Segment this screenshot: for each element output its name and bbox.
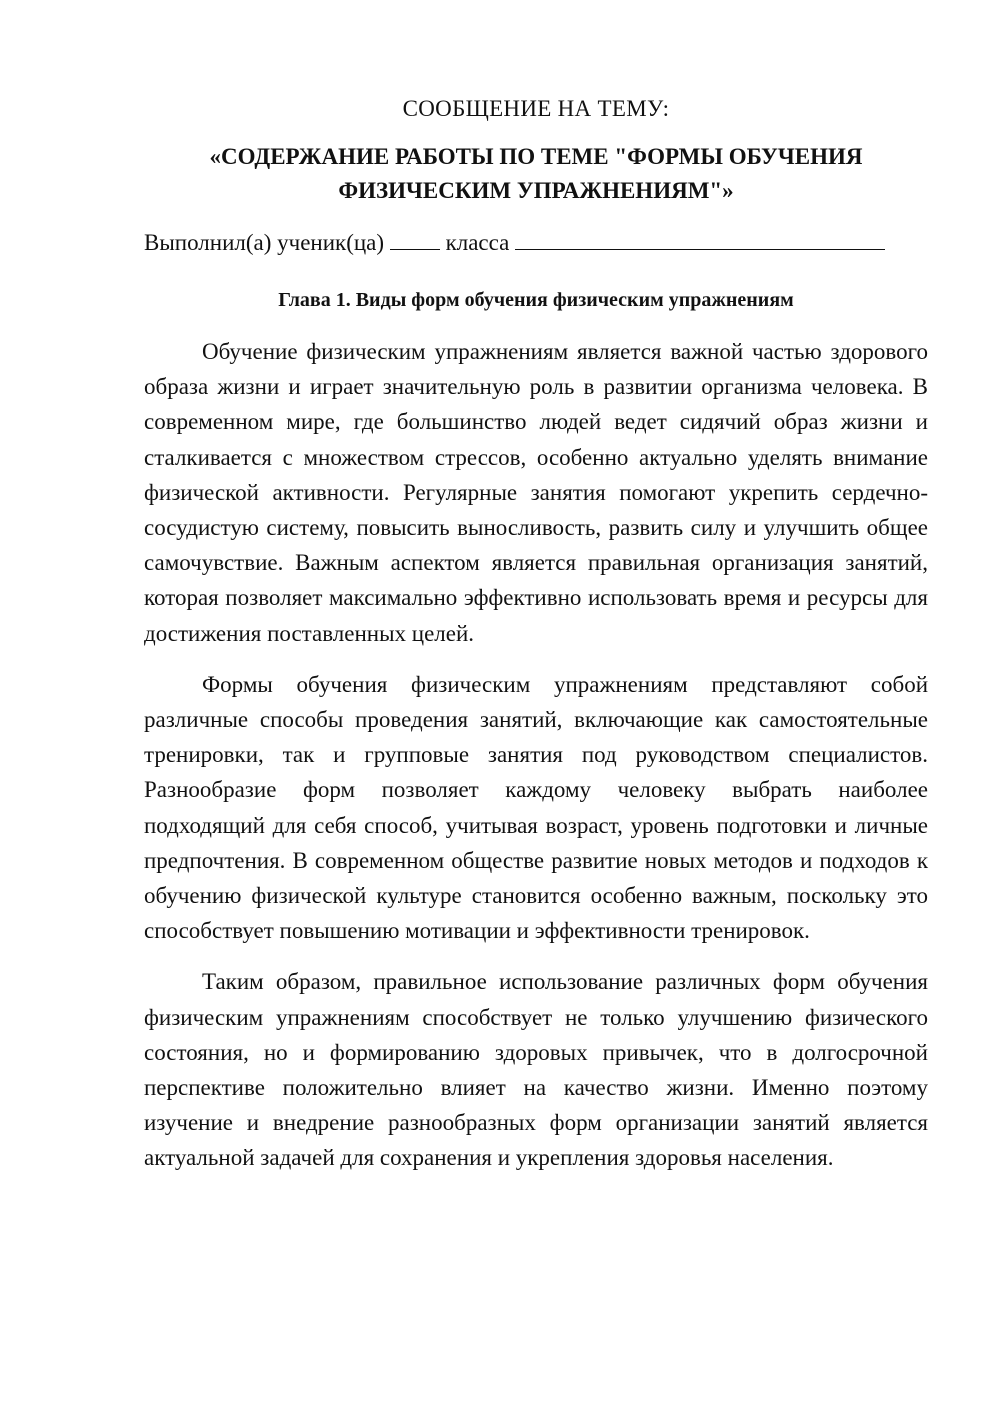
paragraph-1: Обучение физическим упражнениям является важной частью здорового образа жизни и играет значительную роль в развитии организма человека. В современном мире, где большинство людей ведет сидячий образ жизни и сталкивается с множеством стрессов, особенно актуально уделять внимание физической активности. Регулярные занятия помогают укрепить сердечно-сосудистую систему, повысить выносливость, развить силу и улучшить общее самочувствие. Важным аспектом является правильная организация занятий, которая позволяет максимально эффективно использовать время и ресурсы для достижения поставленных целей. <box>144 339 928 646</box>
author-line <box>144 228 928 258</box>
chapter-title: Глава 1. Виды форм обучения физическим упражнениям <box>278 289 794 311</box>
class-number-blank <box>390 231 440 250</box>
student-name-blank <box>515 231 885 250</box>
document-body <box>144 94 928 1176</box>
paragraph-2: Формы обучения физическим упражнениям представляют собой различные способы проведения занятий, включающие как самостоятельные тренировки, так и групповые занятия под руководством специалистов. Разнообразие форм позволяет каждому человеку выбрать наиболее подходящий для себя способ, учитывая возраст, уровень подготовки и личные предпочтения. В современном обществе развитие новых методов и подходов к обучению физической культуре становится особенно важным, поскольку это способствует повышению мотивации и эффективности тренировок. <box>144 671 928 944</box>
document-title: «СОДЕРЖАНИЕ РАБОТЫ ПО ТЕМЕ "ФОРМЫ ОБУЧЕНИЯ ФИЗИЧЕСКИМ УПРАЖНЕНИЯМ"» <box>209 144 863 203</box>
completed-by-label: Выполнил(а) ученик(ца) <box>144 230 385 255</box>
paragraph-3: Таким образом, правильное использование различных форм обучения физическим упражнениям способствует не только улучшению физического состояния, но и формированию здоровых привычек, что в долгосрочной перспективе положительно влияет на качество жизни. Именно поэтому изучение и внедрение разнообразных форм организации занятий является актуальной задачей для сохранения и укрепления здоровья населения. <box>144 969 928 1171</box>
report-label: СООБЩЕНИЕ НА ТЕМУ: <box>402 96 670 121</box>
class-label: класса <box>445 230 510 255</box>
